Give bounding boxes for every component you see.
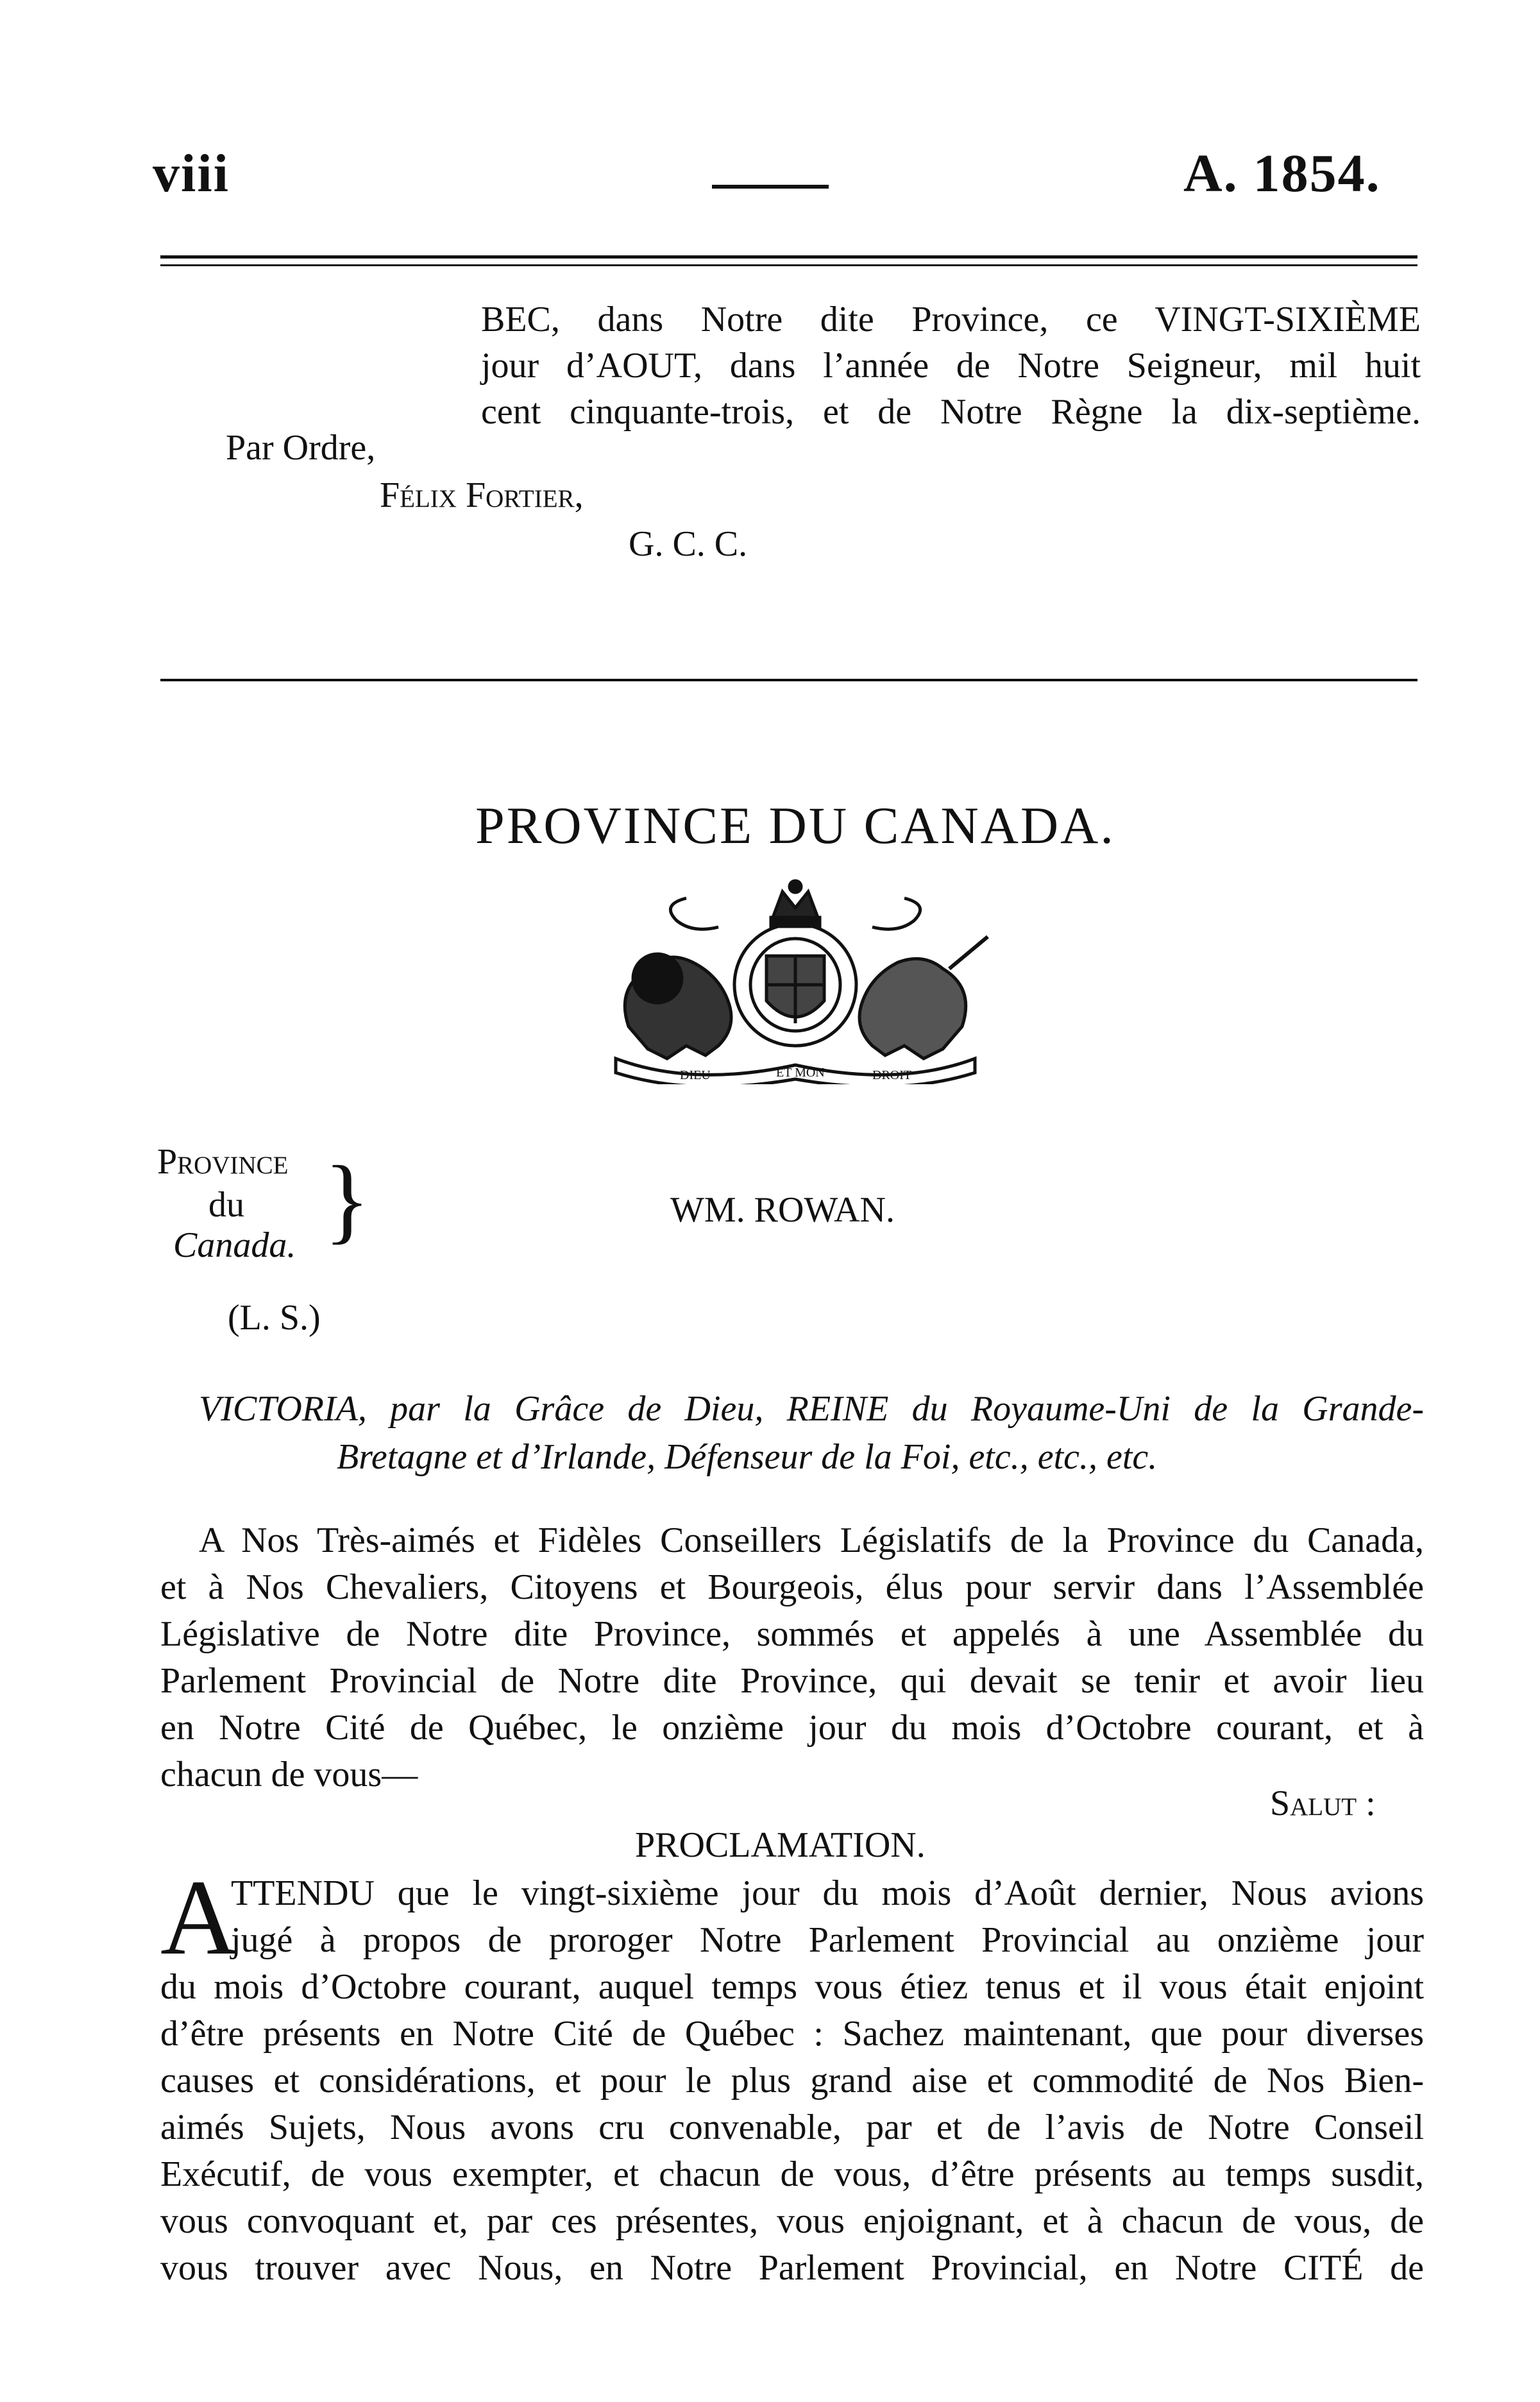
address-line-1: A Nos Très-aimés et Fidèles Conseillers Législatifs de la Province du Canada, [199,1520,1424,1560]
proclamation-line-4: d’être présents en Notre Cité de Québec : Sachez maintenant, que pour diverses [160,2014,1424,2054]
address-line-5: en Notre Cité de Québec, le onzième jour du mois d’Octobre courant, et à [160,1708,1424,1748]
address-last-line: chacun de vous— [160,1755,418,1794]
motto-right: DROIT [872,1068,912,1082]
victoria-line-2: Bretagne et d’Irlande, Défenseur de la Foi, etc., etc., etc. [337,1437,1158,1477]
province-mark-line-1: Province [157,1142,289,1182]
address-line-4: Parlement Provincial de Notre dite Province, qui devait se tenir et avoir lieu [160,1661,1424,1701]
drop-cap: A [160,1858,239,1977]
closing-line-2: jour d’AOUT, dans l’année de Notre Seigneur, mil huit [481,346,1421,386]
header-rule-top [160,255,1417,259]
victoria-line-1: VICTORIA, par la Grâce de Dieu, REINE du Royaume-Uni de la Grande- [199,1389,1424,1429]
royal-coat-of-arms [590,873,1001,1084]
province-brace: } [324,1146,370,1253]
section-rule [160,679,1417,681]
proclamation-line-9: vous trouver avec Nous, en Notre Parlement Provincial, en Notre CITÉ de [160,2248,1424,2288]
motto-left: DIEU [680,1068,711,1082]
closing-line-1: BEC, dans Notre dite Province, ce VINGT-SIXIÈME [481,300,1421,339]
proclamation-line-7: Exécutif, de vous exempter, et chacun de vous, d’être présents au temps susdit, [160,2154,1424,2194]
salut: Salut : [1270,1784,1376,1823]
address-line-2: et à Nos Chevaliers, Citoyens et Bourgeois, élus pour servir dans l’Assemblée [160,1567,1424,1607]
signatory-name: Félix Fortier, [380,475,584,515]
proclamation-line-6: aimés Sujets, Nous avons cru convenable, par et de l’avis de Notre Conseil [160,2108,1424,2147]
proclamation-line-2: jugé à propos de proroger Notre Parlement Provincial au onzième jour [231,1920,1424,1960]
signatory-title: G. C. C. [629,524,748,564]
province-mark-line-3: Canada. [173,1225,296,1265]
governor-name: WM. ROWAN. [670,1190,895,1230]
header-dash [712,185,829,189]
province-mark-line-2: du [208,1185,244,1225]
par-ordre: Par Ordre, [226,428,376,468]
closing-line-3: cent cinquante-trois, et de Notre Règne la dix-septième. [481,392,1421,432]
page-number: viii [153,144,230,203]
proclamation-line-1: TTENDU que le vingt-sixième jour du mois d’Août dernier, Nous avions [231,1873,1424,1913]
header-rule-bottom [160,264,1417,266]
proclamation-line-8: vous convoquant et, par ces présentes, vous enjoignant, et à chacun de vous, de [160,2201,1424,2241]
year-heading: A. 1854. [1183,144,1381,203]
page-title: PROVINCE DU CANADA. [475,796,1115,855]
motto-center: ET MON [776,1066,825,1080]
address-line-3: Législative de Notre dite Province, sommés et appelés à une Assemblée du [160,1614,1424,1654]
proclamation-line-5: causes et considérations, et pour le plus grand aise et commodité de Nos Bien- [160,2061,1424,2100]
seal-ls: (L. S.) [228,1298,321,1338]
proclamation-line-3: du mois d’Octobre courant, auquel temps vous étiez tenus et il vous était enjoint [160,1967,1424,2007]
proclamation-heading: PROCLAMATION. [635,1825,926,1865]
